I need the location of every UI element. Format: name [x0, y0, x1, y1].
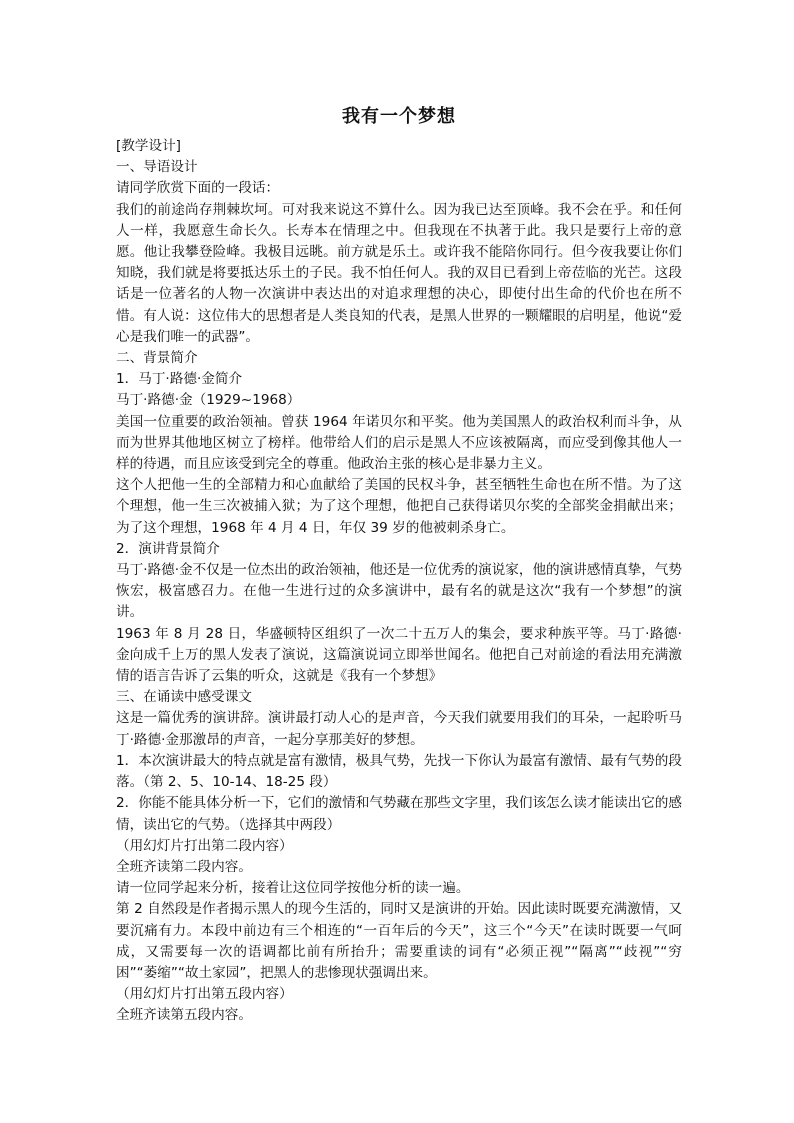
paragraph: 全班齐读第二段内容。: [116, 858, 252, 875]
paragraph: 这个人把他一生的全部精力和心血献给了美国的民权斗争，甚至牺牲生命也在所不惜。为了这个理想，他一生三次被捕入狱；为了这个理想，他把自己获得诺贝尔奖的全部奖金捐献出来；为了这个理想，1968 年 4 月 4 日，年仅 39 岁的他被刺杀身亡。: [116, 477, 682, 536]
paragraph: 请一位同学起来分析，接着让这位同学按他分析的读一遍。: [116, 880, 470, 897]
paragraph: 我们的前途尚存荆棘坎坷。可对我来说这不算什么。因为我已达至顶峰。我不会在乎。和任何人一样，我愿意生命长久。长寿本在情理之中。但我现在不执著于此。我只是要行上帝的意愿。他让我攀登险峰。我极目远眺。前方就是乐土。或许我不能陪你同行。但今夜我要让你们知晓，我们就是将要抵达乐土的子民。我不怕任何人。我的双目已看到上帝莅临的光芒。这段话是一位著名的人物一次演讲中表达出的对追求理想的决心，即使付出生命的代价也在所不惜。有人说：这位伟大的思想者是人类良知的代表，是黑人世界的一颗耀眼的启明星，他说“爱心是我们唯一的武器”。: [116, 201, 682, 345]
document-title: 我有一个梦想: [342, 106, 456, 127]
paragraph: （用幻灯片打出第五段内容）: [116, 986, 293, 1003]
paragraph: （用幻灯片打出第二段内容）: [116, 837, 293, 854]
paragraph: [教学设计]: [116, 138, 181, 154]
paragraph: 美国一位重要的政治领袖。曾获 1964 年诺贝尔和平奖。他为美国黑人的政治权利而斗争，从而为世界其他地区树立了榜样。他带给人们的启示是黑人不应该被隔离，而应受到像其他人一样的待遇，而且应该受到完全的尊重。他政治主张的核心是非暴力主义。: [116, 413, 682, 473]
paragraph: 全班齐读第五段内容。: [116, 1007, 252, 1024]
paragraph: 第 2 自然段是作者揭示黑人的现今生活的，同时又是演讲的开始。因此读时既要充满激情，又要沉痛有力。本段中前边有三个相连的“一百年后的今天”，这三个“今天”在读时既要一气呵成，又需要每一次的语调都比前有所抬升；需要重读的词有“必须正视”“隔离”“歧视”“穷困”“萎缩”“故土家园”，把黑人的悲惨现状强调出来。: [116, 901, 682, 981]
document-body: [116, 136, 682, 1027]
paragraph: 1．马丁·路德·金简介: [116, 371, 243, 388]
paragraph: 马丁·路德·金（1929~1968）: [116, 392, 301, 409]
paragraph: 2．演讲背景简介: [116, 540, 220, 557]
paragraph: 请同学欣赏下面的一段话：: [116, 180, 280, 197]
paragraph: 一、导语设计: [116, 159, 198, 176]
document-page: [116, 102, 682, 1027]
paragraph: 三、在诵读中感受课文: [116, 689, 252, 706]
paragraph: 这是一篇优秀的演讲辞。演讲最打动人心的是声音，今天我们就要用我们的耳朵，一起聆听马丁·路德·金那激昂的声音，一起分享那美好的梦想。: [116, 710, 682, 748]
paragraph: 二、背景简介: [116, 350, 198, 367]
paragraph: 1963 年 8 月 28 日，华盛顿特区组织了一次二十五万人的集会，要求种族平等。马丁·路德·金向成千上万的黑人发表了演说，这篇演说词立即举世闻名。他把自己对前途的看法用充满激情的语言告诉了云集的听众，这就是《我有一个梦想》: [116, 625, 682, 685]
paragraph: 1．本次演讲最大的特点就是富有激情，极具气势，先找一下你认为最富有激情、最有气势的段落。（第 2、5、10-14、18-25 段）: [116, 752, 682, 791]
paragraph: 马丁·路德·金不仅是一位杰出的政治领袖，他还是一位优秀的演说家，他的演讲感情真挚，气势恢宏，极富感召力。在他一生进行过的众多演讲中，最有名的就是这次“我有一个梦想”的演讲。: [116, 562, 682, 621]
paragraph: 2．你能不能具体分析一下，它们的激情和气势藏在那些文字里，我们该怎么读才能读出它的感情，读出它的气势。（选择其中两段）: [116, 795, 682, 833]
